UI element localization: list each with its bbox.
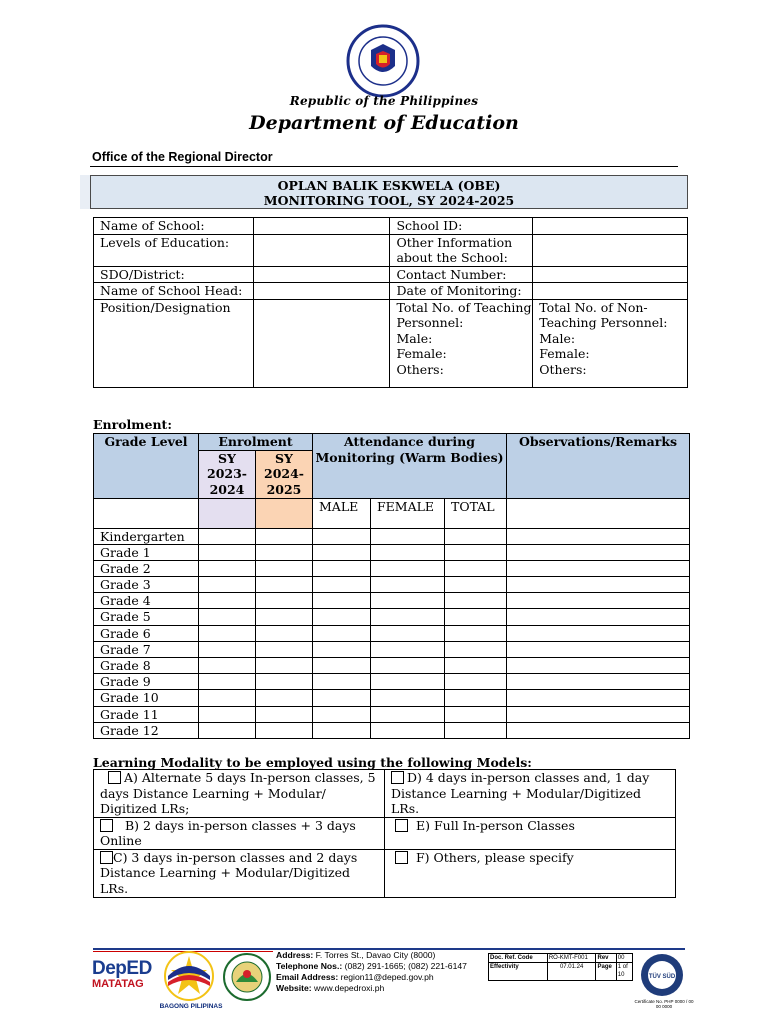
table-cell[interactable] [199,641,256,657]
other-info-field[interactable] [533,234,688,266]
table-cell[interactable] [371,641,445,657]
table-row [94,498,690,528]
table-cell[interactable] [256,625,313,641]
grade-level-label: Grade 10 [94,690,199,706]
table-row [94,283,688,300]
table-cell[interactable] [256,560,313,576]
levels-label: Levels of Education: [94,234,254,266]
document-reference-table [488,953,633,981]
table-cell[interactable] [199,609,256,625]
table-row [94,658,690,674]
table-row [489,954,633,963]
rev-label: Rev [596,954,616,963]
enrolment-table [93,433,690,739]
effectivity-label: Effectivity [489,963,548,981]
observations-header: Observations/Remarks [507,434,690,499]
table-cell[interactable] [445,625,507,641]
female-header: FEMALE [371,498,445,528]
table-cell[interactable] [507,577,690,593]
table-row [94,299,688,387]
nonteaching-others-label: Others: [539,361,587,377]
page-value: 1 of 10 [616,963,632,981]
teaching-others-label: Others: [396,361,444,377]
table-cell [507,498,690,528]
table-cell[interactable] [313,706,371,722]
table-cell[interactable] [445,674,507,690]
table-row [94,544,690,560]
grade-level-label: Grade 2 [94,560,199,576]
grade-level-label: Grade 12 [94,722,199,738]
table-row [94,690,690,706]
school-id-field[interactable] [533,218,688,235]
table-cell[interactable] [313,560,371,576]
table-row [94,706,690,722]
table-cell[interactable] [256,706,313,722]
table-cell[interactable] [199,625,256,641]
grade-level-label: Grade 4 [94,593,199,609]
table-cell[interactable] [199,528,256,544]
grade-level-label: Kindergarten [94,528,199,544]
table-cell[interactable] [371,625,445,641]
grade-level-label: Grade 11 [94,706,199,722]
enrolment-header: Enrolment [199,434,313,451]
grade-level-label: Grade 6 [94,625,199,641]
option-e-label: E) Full In-person Classes [416,817,575,833]
teaching-male-label: Male: [396,330,433,346]
option-a-checkbox[interactable] [108,771,121,784]
table-cell [256,498,313,528]
table-cell[interactable] [507,593,690,609]
table-cell[interactable] [199,706,256,722]
table-row [94,577,690,593]
nonteaching-male-label: Male: [539,330,576,346]
contact-label: Contact Number: [390,266,533,283]
table-cell[interactable] [199,658,256,674]
title-line1: OPLAN BALIK ESKWELA (OBE) [277,178,501,193]
nonteaching-female-label: Female: [539,346,590,361]
name-of-school-field[interactable] [253,218,390,235]
option-d-label: D) 4 days in-person classes and, 1 day Distance Learning + Modular/Digitized LRs. [391,770,650,816]
website-link[interactable]: www.depedroxi.ph [314,983,385,993]
table-cell[interactable] [199,577,256,593]
table-cell[interactable] [445,690,507,706]
sdo-label: SDO/District: [94,266,254,283]
table-row [94,641,690,657]
table-row [94,266,688,283]
table-row [94,218,688,235]
table-row [94,609,690,625]
option-c-checkbox[interactable] [100,851,113,864]
option-c-cell [94,849,385,897]
table-row [94,234,688,266]
grade-level-label: Grade 8 [94,658,199,674]
table-cell[interactable] [371,560,445,576]
table-cell[interactable] [313,641,371,657]
table-cell[interactable] [256,528,313,544]
total-header: TOTAL [445,498,507,528]
option-f-label: F) Others, please specify [416,849,574,865]
bagong-pilipinas-text: BAGONG PILIPINAS [159,1003,223,1010]
table-cell[interactable] [313,528,371,544]
table-cell[interactable] [256,577,313,593]
table-cell[interactable] [256,690,313,706]
modality-section-label: Learning Modality to be employed using the following Models: [93,755,532,770]
name-of-school-label: Name of School: [94,218,254,235]
table-cell[interactable] [507,674,690,690]
table-cell[interactable] [371,722,445,738]
school-head-label: Name of School Head: [94,283,254,300]
tuv-cert-text: Certificate No. PHP 0000 / 00 00 0000 [634,999,694,1009]
teaching-female-label: Female: [396,346,447,361]
table-cell[interactable] [445,722,507,738]
option-b-label: B) 2 days in-person classes + 3 days Online [100,817,356,848]
telephone-value: (082) 291-1665; (082) 221-6147 [344,961,467,971]
table-cell[interactable] [371,706,445,722]
table-row [94,560,690,576]
email-label: Email Address: [276,972,339,982]
table-row [94,849,676,897]
table-cell[interactable] [313,593,371,609]
sy-2024-2025-header: SY 2024-2025 [256,450,313,498]
table-cell[interactable] [313,609,371,625]
table-cell[interactable] [199,593,256,609]
regional-office-seal [222,952,272,1002]
deped-logo-text: DepED [92,958,152,979]
table-cell[interactable] [313,658,371,674]
table-cell[interactable] [371,674,445,690]
nonteaching-label: Total No. of Non-Teaching Personnel: [539,299,668,330]
option-f-checkbox[interactable] [395,851,408,864]
contact-field[interactable] [533,266,688,283]
table-cell[interactable] [371,544,445,560]
option-a-cell [94,770,385,818]
grade-level-label: Grade 9 [94,674,199,690]
address-label: Address: [276,950,314,960]
attendance-header: Attendance during Monitoring (Warm Bodies) [313,434,507,499]
table-cell[interactable] [507,544,690,560]
page-label: Page [596,963,616,981]
tuv-logo-text: TÜV SÜD [648,974,676,980]
table-cell[interactable] [507,706,690,722]
rev-value: 00 [616,954,632,963]
grade-level-header: Grade Level [94,434,199,499]
table-cell[interactable] [371,609,445,625]
document-title [90,175,688,209]
table-row [94,528,690,544]
table-cell[interactable] [507,609,690,625]
school-head-field[interactable] [253,283,390,300]
school-info-table [93,217,688,388]
option-b-cell [94,817,385,849]
table-row [94,674,690,690]
website-label: Website: [276,983,312,993]
table-cell[interactable] [371,577,445,593]
table-cell[interactable] [507,528,690,544]
option-d-checkbox[interactable] [391,771,404,784]
table-cell[interactable] [313,674,371,690]
table-cell[interactable] [199,722,256,738]
matatag-logo-text: MATATAG [92,978,144,990]
department-text: Department of Education [249,112,519,134]
table-row [94,817,676,849]
grade-level-label: Grade 3 [94,577,199,593]
table-cell[interactable] [507,722,690,738]
republic-text: Republic of the Philippines [289,94,479,108]
option-e-cell [385,817,676,849]
title-shadow [80,175,90,209]
deped-matatag-logo [92,958,154,990]
table-row [94,625,690,641]
docref-value: RO-KMT-F001 [547,954,596,963]
table-cell[interactable] [445,560,507,576]
nonteaching-personnel-cell [533,299,688,387]
teaching-personnel-cell [390,299,533,387]
header-divider [90,166,678,167]
deped-seal-logo [346,24,420,98]
table-cell[interactable] [445,706,507,722]
modality-table [93,769,676,898]
levels-field[interactable] [253,234,390,266]
table-cell[interactable] [507,641,690,657]
table-cell[interactable] [256,641,313,657]
table-cell[interactable] [256,674,313,690]
table-cell[interactable] [199,560,256,576]
option-c-label: C) 3 days in-person classes and 2 days Distance Learning + Modular/Digitized LRs. [100,849,358,896]
table-cell[interactable] [256,722,313,738]
title-line2: MONITORING TOOL, SY 2024-2025 [263,193,515,208]
table-cell[interactable] [313,544,371,560]
table-cell[interactable] [445,641,507,657]
table-cell[interactable] [313,577,371,593]
office-text: Office of the Regional Director [92,150,273,164]
table-cell[interactable] [445,658,507,674]
table-row [94,722,690,738]
table-cell[interactable] [371,690,445,706]
male-header: MALE [313,498,371,528]
table-cell [199,498,256,528]
table-cell[interactable] [256,658,313,674]
docref-label: Doc. Ref. Code [489,954,548,963]
table-cell[interactable] [256,544,313,560]
option-a-label: A) Alternate 5 days In-person classes, 5 days Distance Learning + Modular/ Digitized LRs; [100,770,376,816]
table-row [489,963,633,981]
option-d-cell [385,770,676,818]
table-cell[interactable] [445,609,507,625]
option-f-cell [385,849,676,897]
effectivity-value: 07.01.24 [547,963,596,981]
table-cell[interactable] [507,625,690,641]
option-b-checkbox[interactable] [100,819,113,832]
tuv-certification-logo [640,953,684,997]
sy-2023-2024-header: SY 2023-2024 [199,450,256,498]
table-cell[interactable] [371,658,445,674]
table-cell[interactable] [199,544,256,560]
table-cell[interactable] [445,544,507,560]
table-cell[interactable] [507,658,690,674]
position-label: Position/Designation [94,299,254,387]
table-cell[interactable] [313,722,371,738]
table-header-row [94,434,690,451]
date-monitoring-label: Date of Monitoring: [390,283,533,300]
grade-level-label: Grade 1 [94,544,199,560]
sdo-field[interactable] [253,266,390,283]
table-cell[interactable] [445,593,507,609]
table-cell[interactable] [313,690,371,706]
table-cell[interactable] [371,528,445,544]
other-info-label: Other Information about the School: [390,234,533,266]
footer-contact-info [276,950,467,994]
table-row [94,770,676,818]
table-cell[interactable] [199,674,256,690]
email-link[interactable]: region11@deped.gov.ph [340,972,434,982]
teaching-label: Total No. of Teaching Personnel: [396,299,532,330]
telephone-label: Telephone Nos.: [276,961,343,971]
table-cell[interactable] [313,625,371,641]
table-cell[interactable] [256,609,313,625]
table-cell[interactable] [445,528,507,544]
table-cell[interactable] [371,593,445,609]
enrolment-section-label: Enrolment: [93,417,172,432]
table-cell[interactable] [256,593,313,609]
grade-level-label: Grade 5 [94,609,199,625]
school-id-label: School ID: [390,218,533,235]
table-row [94,593,690,609]
option-e-checkbox[interactable] [395,819,408,832]
date-monitoring-field[interactable] [533,283,688,300]
grade-level-label: Grade 7 [94,641,199,657]
address-value: F. Torres St., Davao City (8000) [315,950,436,960]
table-cell[interactable] [199,690,256,706]
position-field[interactable] [253,299,390,387]
table-cell[interactable] [507,690,690,706]
table-cell [94,498,199,528]
table-cell[interactable] [445,577,507,593]
table-cell[interactable] [507,560,690,576]
